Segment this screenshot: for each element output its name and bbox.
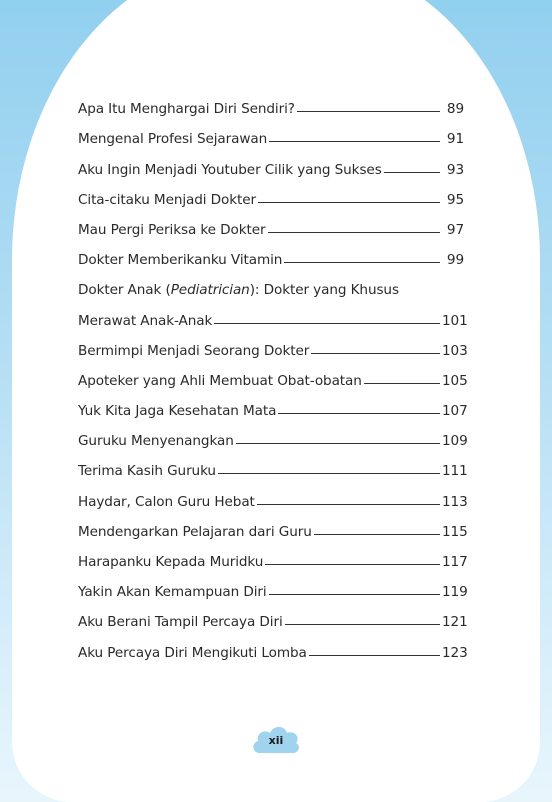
- toc-leader-line: [269, 594, 440, 595]
- toc-leader-line: [311, 353, 440, 354]
- toc-leader-line: [265, 564, 440, 565]
- toc-entry[interactable]: [78, 600, 468, 631]
- toc-entry-title: Yuk Kita Jaga Kesehatan Mata: [78, 403, 277, 420]
- toc-entry-page: 101: [442, 312, 468, 329]
- toc-leader-line: [297, 111, 440, 112]
- toc-entry[interactable]: [78, 147, 464, 177]
- toc-leader-line: [309, 655, 440, 656]
- toc-leader-line: [314, 534, 440, 535]
- toc-entry-title-part: Dokter Anak (: [78, 282, 171, 299]
- toc-entry-page: 103: [442, 342, 468, 359]
- toc-leader-line: [236, 443, 440, 444]
- page-number: xii: [268, 734, 284, 747]
- toc-entry[interactable]: [78, 359, 468, 389]
- toc-entry[interactable]: [78, 479, 468, 510]
- toc-entry-title: Cita-citaku Menjadi Dokter: [78, 191, 257, 208]
- toc-entry-title: Merawat Anak-Anak: [78, 312, 213, 329]
- toc-entry[interactable]: [78, 238, 464, 268]
- toc-entry-page: 99: [446, 252, 464, 269]
- toc-entry[interactable]: [78, 389, 468, 420]
- toc-entry-title: Apa Itu Menghargai Diri Sendiri?: [78, 101, 295, 118]
- toc-entry-page: 115: [442, 523, 468, 540]
- toc-leader-line: [285, 624, 440, 625]
- toc-entry-title: Terima Kasih Guruku: [78, 463, 216, 480]
- page-number-badge: [250, 723, 302, 759]
- toc-entry[interactable]: [78, 630, 468, 661]
- toc-leader-line: [214, 323, 440, 324]
- toc-entry-title: Apoteker yang Ahli Membuat Obat-obatan: [78, 372, 362, 389]
- table-of-contents: [78, 87, 468, 661]
- toc-leader-line: [284, 262, 440, 263]
- toc-entry[interactable]: [78, 510, 468, 540]
- toc-entry-title: Mengenal Profesi Sejarawan: [78, 131, 268, 148]
- toc-entry-page: 91: [446, 131, 464, 148]
- toc-entry-continuation[interactable]: [78, 298, 468, 329]
- toc-entry-page: 117: [442, 554, 468, 570]
- toc-entry[interactable]: [78, 449, 468, 480]
- toc-entry-title-part: ): Dokter yang Khusus: [249, 282, 399, 299]
- toc-entry-title: Harapanku Kepada Muridku: [78, 554, 264, 570]
- toc-entry[interactable]: [78, 329, 468, 359]
- toc-entry[interactable]: [78, 178, 464, 208]
- toc-entry[interactable]: [78, 208, 464, 238]
- toc-entry[interactable]: [78, 540, 468, 570]
- toc-entry-title: [78, 282, 399, 298]
- toc-leader-line: [218, 473, 440, 474]
- toc-entry-page: 95: [446, 191, 464, 208]
- toc-leader-line: [278, 413, 440, 414]
- toc-entry-page: 119: [442, 584, 468, 601]
- toc-entry-title: Haydar, Calon Guru Hebat: [78, 493, 255, 510]
- toc-entry-title: Aku Ingin Menjadi Youtuber Cilik yang Sukses: [78, 161, 382, 178]
- toc-entry[interactable]: [78, 570, 468, 601]
- toc-entry-page: 105: [442, 372, 468, 389]
- toc-leader-line: [269, 141, 440, 142]
- toc-entry-page: 121: [442, 614, 468, 631]
- toc-entry-page: 123: [442, 644, 468, 661]
- toc-entry-title: Aku Percaya Diri Mengikuti Lomba: [78, 644, 307, 661]
- toc-entry[interactable]: [78, 268, 464, 298]
- toc-leader-line: [257, 504, 440, 505]
- toc-entry-title: Mendengarkan Pelajaran dari Guru: [78, 523, 312, 540]
- toc-entry-page: 109: [442, 433, 468, 450]
- toc-entry-title: Bermimpi Menjadi Seorang Dokter: [78, 342, 310, 359]
- toc-entry-title-italic: Pediatrician: [170, 282, 250, 299]
- toc-entry-title: Yakin Akan Kemampuan Diri: [78, 584, 267, 601]
- toc-entry-page: 111: [442, 463, 468, 480]
- toc-leader-line: [364, 383, 440, 384]
- toc-entry-page: 89: [446, 101, 464, 118]
- toc-entry-page: 107: [442, 403, 468, 420]
- toc-entry-page: 113: [442, 493, 468, 510]
- toc-entry-page: 97: [446, 221, 464, 238]
- toc-entry-title: Aku Berani Tampil Percaya Diri: [78, 614, 283, 631]
- toc-leader-line: [268, 232, 440, 233]
- toc-entry[interactable]: [78, 117, 464, 147]
- toc-leader-line: [384, 172, 440, 173]
- toc-entry-title: Dokter Memberikanku Vitamin: [78, 252, 283, 269]
- toc-entry-page: 93: [446, 161, 464, 178]
- toc-entry-title: Mau Pergi Periksa ke Dokter: [78, 221, 266, 238]
- toc-leader-line: [258, 202, 440, 203]
- toc-entry[interactable]: [78, 87, 464, 117]
- toc-entry[interactable]: [78, 419, 468, 450]
- toc-entry-title: Guruku Menyenangkan: [78, 433, 234, 450]
